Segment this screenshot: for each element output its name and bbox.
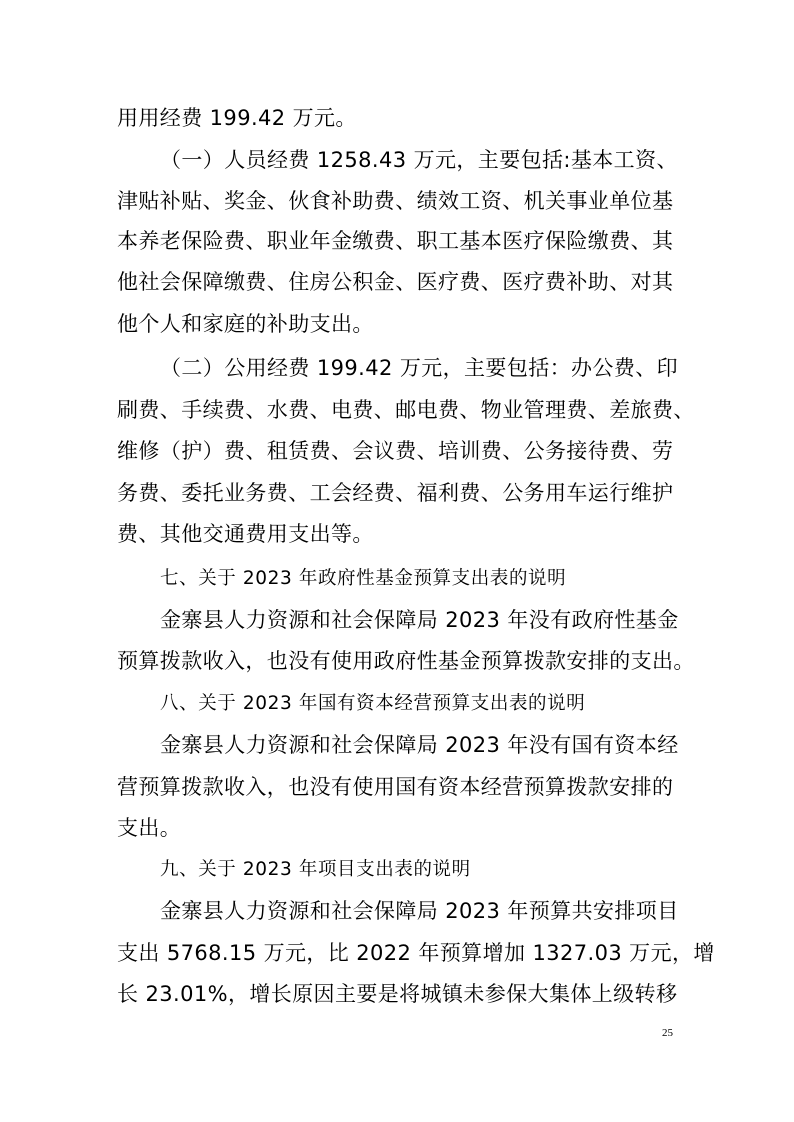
- paragraph-line-10: 务费、委托业务费、工会经费、福利费、公务用车运行维护: [117, 481, 674, 505]
- paragraph-line-15: 营预算拨款收入，也没有使用国有资本经营预算拨款安排的: [117, 775, 674, 799]
- section-heading-8: 八、关于 2023 年国有资本经营预算支出表的说明: [160, 693, 586, 714]
- paragraph-line-16: 支出。: [117, 816, 182, 840]
- paragraph-line-18: 支出 5768.15 万元，比 2022 年预算增加 1327.03 万元，增: [117, 941, 715, 965]
- section-heading-9: 九、关于 2023 年项目支出表的说明: [160, 859, 471, 880]
- paragraph-line-8: 刷费、手续费、水费、电费、邮电费、物业管理费、差旅费、: [117, 398, 695, 422]
- paragraph-line-6: 他个人和家庭的补助支出。: [117, 312, 374, 336]
- paragraph-line-12: 金寨县人力资源和社会保障局 2023 年没有政府性基金: [160, 608, 679, 632]
- paragraph-line-5: 他社会保障缴费、住房公积金、医疗费、医疗费补助、对其: [117, 270, 674, 294]
- paragraph-line-13: 预算拨款收入，也没有使用政府性基金预算拨款安排的支出。: [117, 649, 695, 673]
- paragraph-line-9: 维修（护）费、租赁费、会议费、培训费、公务接待费、劳: [117, 439, 674, 463]
- paragraph-line-4: 本养老保险费、职业年金缴费、职工基本医疗保险缴费、其: [117, 229, 674, 253]
- paragraph-line-3: 津贴补贴、奖金、伙食补助费、绩效工资、机关事业单位基: [117, 189, 674, 213]
- paragraph-line-11: 费、其他交通费用支出等。: [117, 522, 374, 546]
- section-heading-7: 七、关于 2023 年政府性基金预算支出表的说明: [160, 568, 567, 589]
- paragraph-line-19: 长 23.01%，增长原因主要是将城镇未参保大集体上级转移: [117, 982, 678, 1006]
- page-number: 25: [662, 1027, 673, 1039]
- paragraph-line-14: 金寨县人力资源和社会保障局 2023 年没有国有资本经: [160, 733, 679, 757]
- paragraph-line-17: 金寨县人力资源和社会保障局 2023 年预算共安排项目: [160, 899, 679, 923]
- paragraph-line-1: 用用经费 199.42 万元。: [117, 106, 357, 130]
- paragraph-line-2: （一）人员经费 1258.43 万元，主要包括:基本工资、: [160, 148, 678, 172]
- paragraph-line-7: （二）公用经费 199.42 万元，主要包括：办公费、印: [160, 356, 679, 380]
